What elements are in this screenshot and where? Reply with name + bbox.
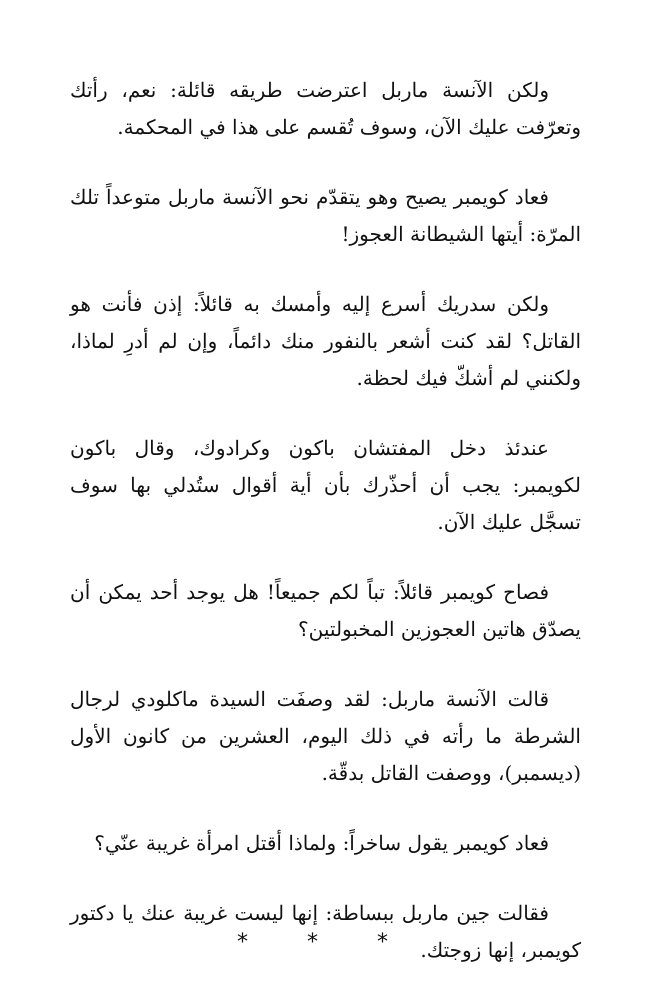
paragraph-3: ولكن سدريك أسرع إليه وأمسك به قائلاً: إذن فأنت هو القاتل؟ لقد كنت أشعر بالنفور منك دائماً، وإن لم أدرِ لماذا، ولكنني لم أشكّ فيك لحظة. <box>70 292 581 390</box>
paragraph-6: قالت الآنسة ماربل: لقد وصفَت السيدة ماكلودي لرجال الشرطة ما رأته في ذلك اليوم، العشرين من كانون الأول (ديسمبر)، ووصفت القاتل بدقّة. <box>70 687 581 785</box>
paragraph-4: عندئذ دخل المفتشان باكون وكرادوك، وقال باكون لكويمبر: يجب أن أحذّرك بأن أية أقوال ستُدلي بها سوف تسجَّل عليك الآن. <box>70 436 581 534</box>
paragraph-7: فعاد كويمبر يقول ساخراً: ولماذا أقتل امرأة غريبة عنّي؟ <box>94 831 549 855</box>
paragraph-5: فصاح كويمبر قائلاً: تباً لكم جميعاً! هل يوجد أحد يمكن أن يصدّق هاتين العجوزين المخبولتين؟ <box>70 580 581 641</box>
paragraph-2: فعاد كويمبر يصيح وهو يتقدّم نحو الآنسة ماربل متوعداً تلك المرّة: أيتها الشيطانة العجوز! <box>70 185 581 246</box>
paragraph-1: ولكن الآنسة ماربل اعترضت طريقه قائلة: نعم، رأتك وتعرّفت عليك الآن، وسوف تُقسم على هذا في المحكمة. <box>70 78 581 139</box>
book-page <box>70 72 581 1002</box>
paragraph-8: فقالت جين ماربل ببساطة: إنها ليست غريبة عنك يا دكتور كويمبر، إنها زوجتك. <box>70 901 581 962</box>
section-break-asterisks: * * * <box>237 930 414 955</box>
